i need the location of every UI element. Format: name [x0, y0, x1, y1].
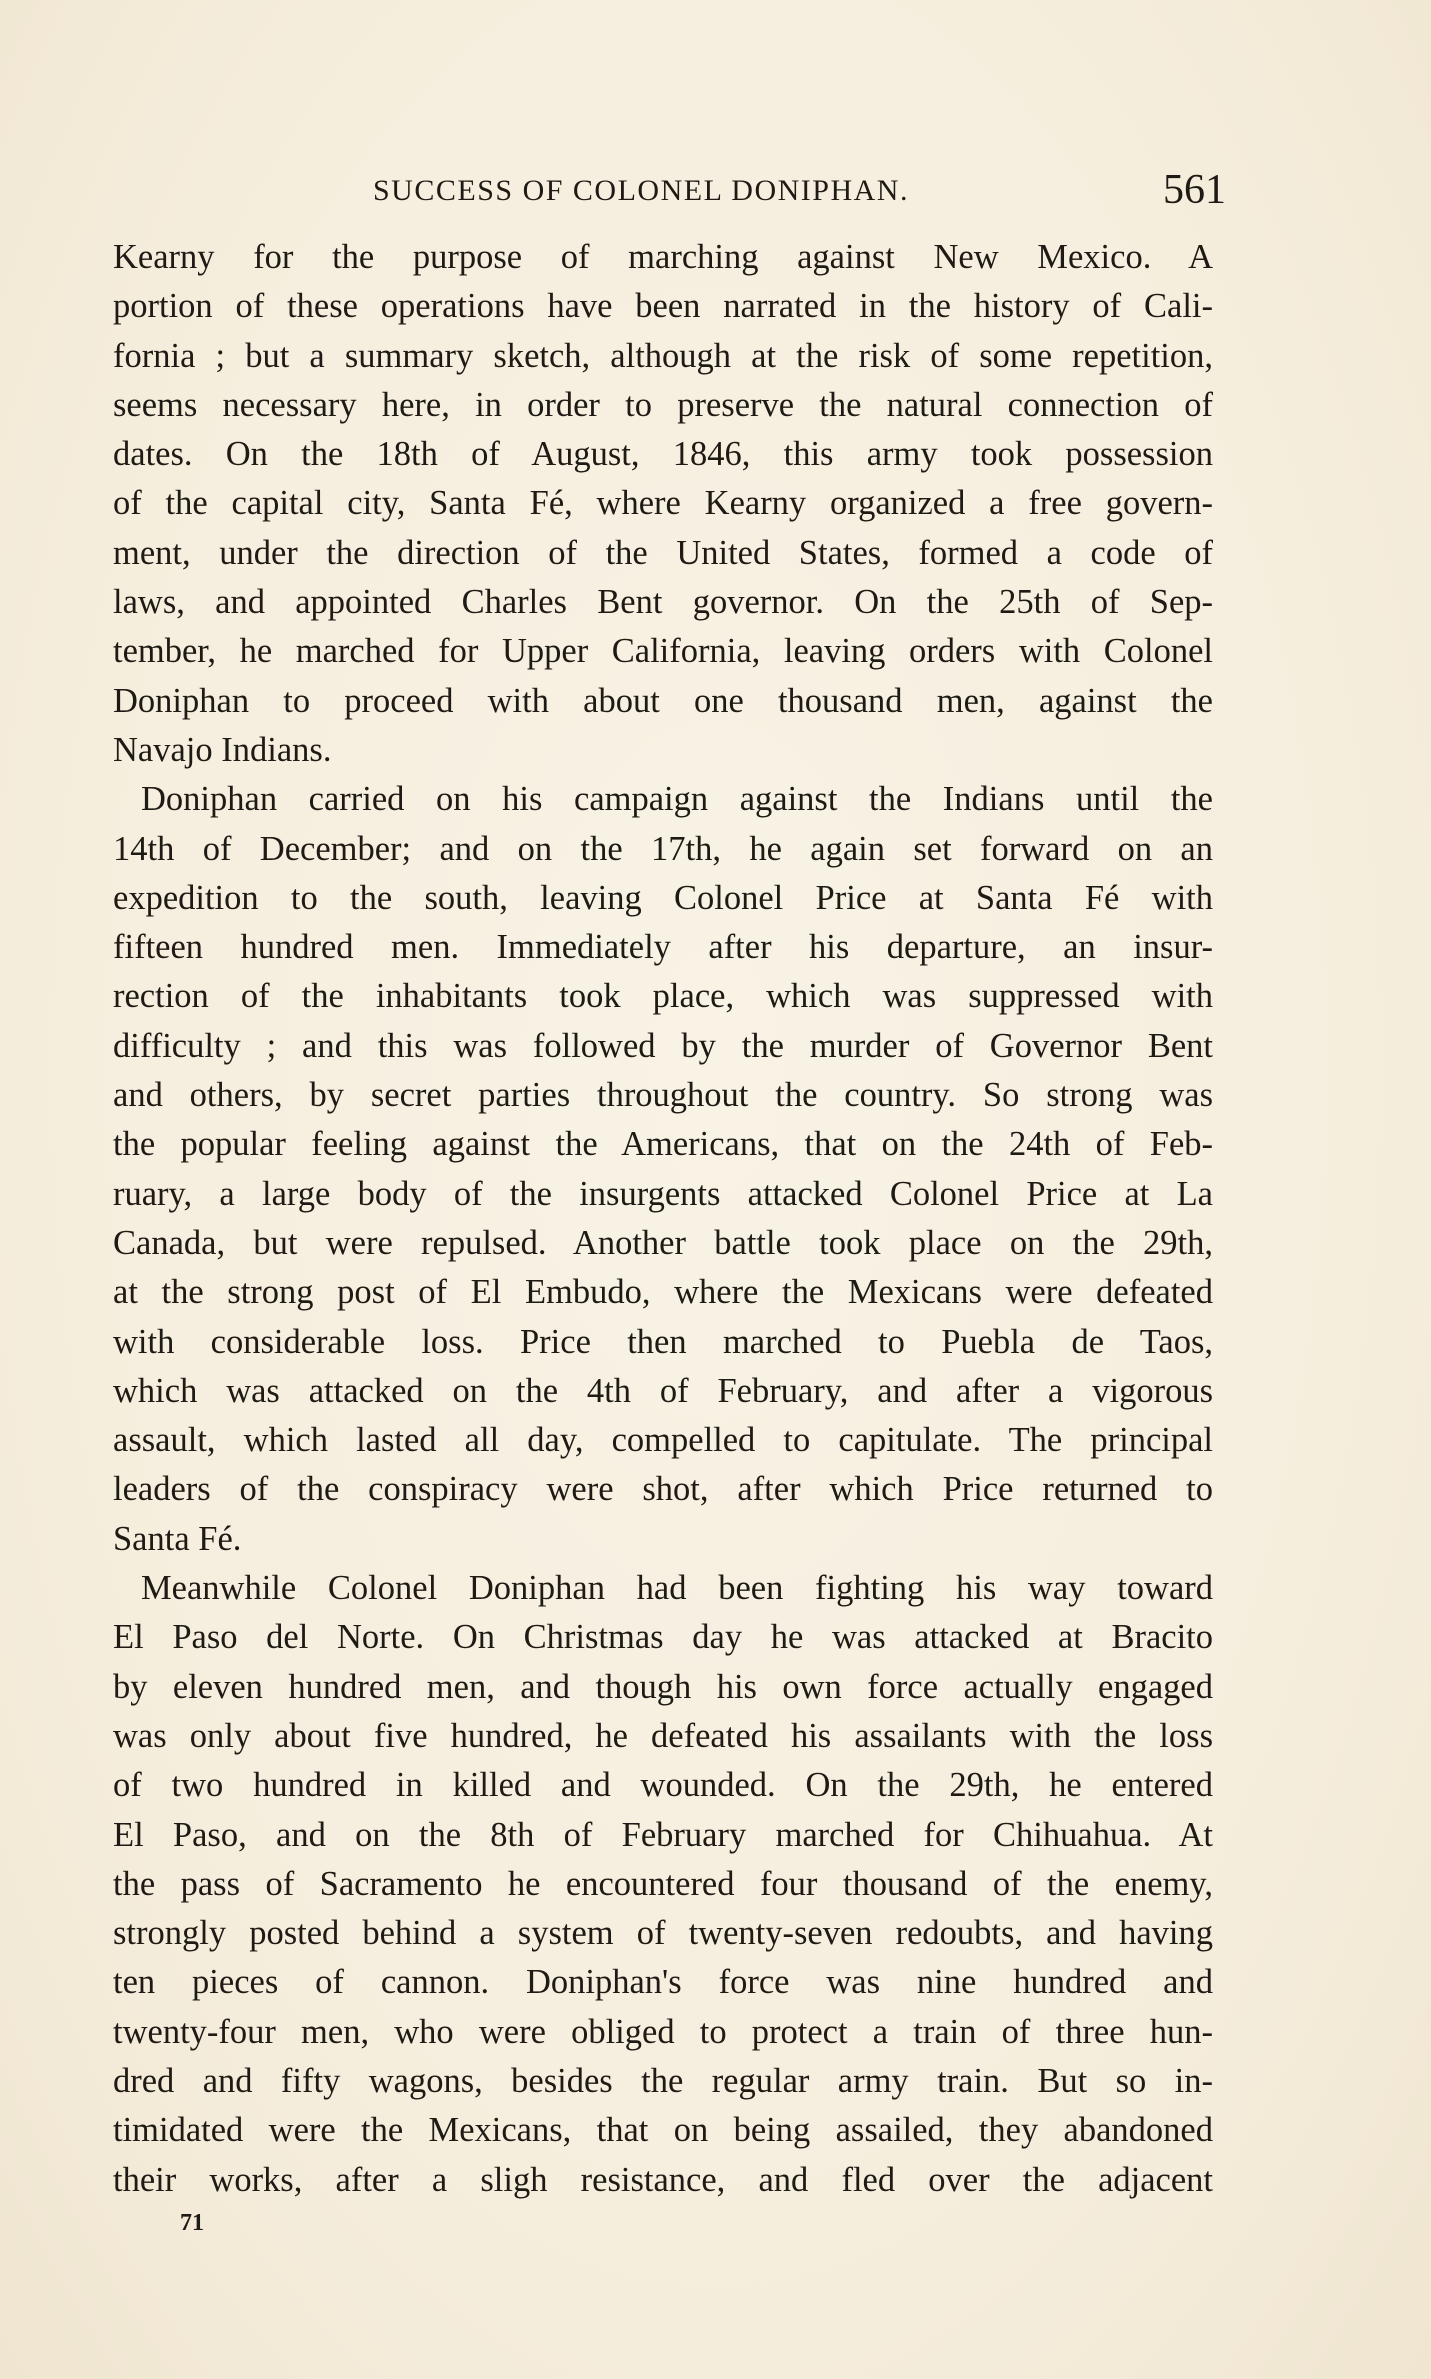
text-line: assault, which lasted all day, compelled to capitulate. The principal: [113, 1421, 1213, 1460]
text-line: twenty-four men, who were obliged to protect a train of three hun-: [113, 2012, 1213, 2051]
page-header: [115, 167, 1226, 218]
text-line: El Paso del Norte. On Christmas day he was attacked at Bracito: [113, 1618, 1213, 1657]
text-line: rection of the inhabitants took place, which was suppressed with: [113, 977, 1213, 1016]
text-line: laws, and appointed Charles Bent governor. On the 25th of Sep-: [113, 583, 1213, 622]
text-line: at the strong post of El Embudo, where the Mexicans were defeated: [113, 1273, 1213, 1312]
text-line: Doniphan to proceed with about one thousand men, against the: [113, 681, 1213, 720]
text-line: Santa Fé.: [113, 1519, 242, 1558]
text-line: timidated were the Mexicans, that on being assailed, they abandoned: [113, 2111, 1213, 2150]
text-line: the pass of Sacramento he encountered four thousand of the enemy,: [113, 1864, 1213, 1903]
text-line: tember, he marched for Upper California, leaving orders with Colonel: [113, 632, 1213, 671]
text-line: expedition to the south, leaving Colonel Price at Santa Fé with: [113, 878, 1213, 917]
text-line: and others, by secret parties throughout the country. So strong was: [113, 1076, 1213, 1115]
text-line: by eleven hundred men, and though his own force actually engaged: [113, 1667, 1213, 1706]
body-text: [113, 233, 1213, 2205]
text-line: Navajo Indians.: [113, 730, 332, 769]
text-line: ruary, a large body of the insurgents attacked Colonel Price at La: [113, 1174, 1213, 1213]
text-line: with considerable loss. Price then marched to Puebla de Taos,: [113, 1322, 1213, 1361]
text-line: 14th of December; and on the 17th, he again set forward on an: [113, 829, 1213, 868]
text-line: of the capital city, Santa Fé, where Kearny organized a free govern-: [113, 484, 1213, 523]
text-line: which was attacked on the 4th of February, and after a vigorous: [113, 1371, 1213, 1410]
text-line: El Paso, and on the 8th of February marched for Chihuahua. At: [113, 1815, 1213, 1854]
text-line: dred and fifty wagons, besides the regular army train. But so in-: [113, 2061, 1213, 2100]
text-line: leaders of the conspiracy were shot, after which Price returned to: [113, 1470, 1213, 1509]
text-line: strongly posted behind a system of twenty-seven redoubts, and having: [113, 1914, 1213, 1953]
text-line: difficulty ; and this was followed by the murder of Governor Bent: [113, 1026, 1213, 1065]
running-head: SUCCESS OF COLONEL DONIPHAN.: [373, 174, 909, 207]
text-line: the popular feeling against the Americans, that on the 24th of Feb-: [113, 1125, 1213, 1164]
text-line: fifteen hundred men. Immediately after his departure, an insur-: [113, 928, 1213, 967]
text-line: dates. On the 18th of August, 1846, this army took possession: [113, 435, 1213, 474]
text-line: seems necessary here, in order to preserve the natural connection of: [113, 385, 1213, 424]
text-line: Meanwhile Colonel Doniphan had been fighting his way toward: [141, 1569, 1213, 1608]
text-line: fornia ; but a summary sketch, although at the risk of some repetition,: [113, 336, 1213, 375]
text-line: was only about five hundred, he defeated his assailants with the loss: [113, 1716, 1213, 1755]
signature-mark: 71: [180, 2210, 204, 2236]
text-line: Doniphan carried on his campaign against the Indians until the: [141, 780, 1213, 819]
text-line: ment, under the direction of the United States, formed a code of: [113, 533, 1213, 572]
text-line: their works, after a sligh resistance, and fled over the adjacent: [113, 2160, 1213, 2199]
text-line: of two hundred in killed and wounded. On the 29th, he entered: [113, 1766, 1213, 1805]
text-line: ten pieces of cannon. Doniphan's force was nine hundred and: [113, 1963, 1213, 2002]
text-line: Canada, but were repulsed. Another battle took place on the 29th,: [113, 1223, 1213, 1262]
text-line: Kearny for the purpose of marching against New Mexico. A: [113, 238, 1213, 276]
page-number: 561: [1163, 167, 1226, 213]
text-line: portion of these operations have been narrated in the history of Cali-: [113, 287, 1213, 326]
